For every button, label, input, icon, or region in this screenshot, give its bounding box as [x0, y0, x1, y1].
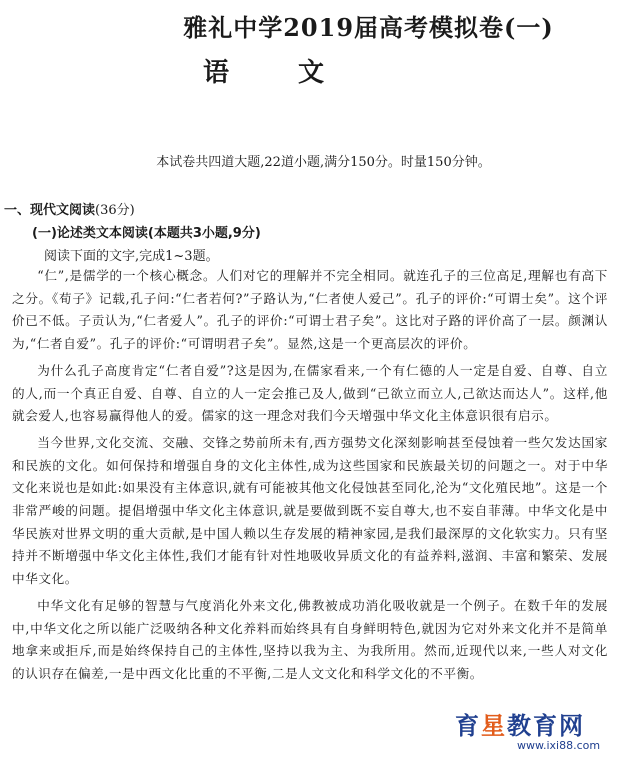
subsection-heading: (一)论述类文本阅读(本题共3小题,9分) [32, 226, 261, 241]
passage-body [12, 265, 608, 686]
star-icon: 星 [481, 712, 507, 740]
passage-paragraph: “仁”,是儒学的一个核心概念。人们对它的理解并不完全相同。就连孔子的三位高足,理解也有高下之分。《荀子》记载,孔子问:“仁者若何?”子路认为,“仁者使人爱己”。孔子的评价:“可谓士矣”。这个评价已不低。子贡认为,“仁者爱人”。孔子的评价:“可谓士君子矣”。这比对子路的评价高了一层。颜渊认为,“仁者自爱”。孔子的评价:“可谓明君子矣”。显然,这是一个更高层次的评价。 [12, 268, 608, 352]
watermark-url: www.ixi88.com [517, 739, 601, 752]
exam-title: 雅礼中学2019届高考模拟卷(一) [183, 13, 554, 42]
passage-paragraph: 当今世界,文化交流、交融、交锋之势前所未有,西方强势文化深刻影响甚至侵蚀着一些欠发达国家和民族的文化。如何保持和增强自身的文化主体性,成为这些国家和民族最关切的问题之一。对于中华文化来说也是如此:如果没有主体意识,就有可能被其他文化侵蚀甚至同化,沦为“文化殖民地”。这是一个非常严峻的问题。提倡增强中华文化主体意识,就是要做到既不妄自尊大,也不妄自菲薄。中华文化是中华民族对世界文明的重大贡献,是中国人赖以生存发展的精神家园,是我们最深厚的文化软实力。只有坚持并不断增强中华文化主体性,我们才能有针对性地吸收异质文化的有益养料,滋润、丰富和繁荣、发展中华文化。 [12, 434, 608, 587]
section-title: 一、现代文阅读 [4, 203, 96, 218]
passage-paragraph: 为什么孔子高度肯定“仁者自爱”?这是因为,在儒家看来,一个有仁德的人一定是自爱、自尊、自立的人,而一个真正自爱、自尊、自立的人一定会推己及人,做到“己欲立而立人,己欲达而达人”。这样,他就会爱人,也容易赢得他人的爱。儒家的这一理念对我们今天增强中华文化主体意识很有启示。 [12, 362, 608, 424]
exam-intro: 本试卷共四道大题,22道小题,满分150分。时量150分钟。 [156, 155, 491, 170]
watermark-logo [455, 706, 605, 756]
reading-instruction: 阅读下面的文字,完成1~3题。 [44, 249, 219, 264]
section-points: (36分) [95, 203, 135, 218]
passage-paragraph: 中华文化有足够的智慧与气度消化外来文化,佛教被成功消化吸收就是一个例子。在数千年的发展中,中华文化之所以能广泛吸纳各种文化养料而始终具有自身鲜明特色,就因为它对外来文化并不是简单地拿来或拒斥,而是始终保持自己的主体性,坚持以我为主、为我所用。然而,近现代以来,一些人对文化的认识存在偏差,一是中西文化比重的不平衡,二是人文文化和科学文化的不平衡。 [12, 597, 608, 681]
watermark-brand: 育星教育网 [455, 712, 585, 740]
section-heading [4, 199, 135, 218]
subject-heading: 语 文 [202, 58, 355, 88]
